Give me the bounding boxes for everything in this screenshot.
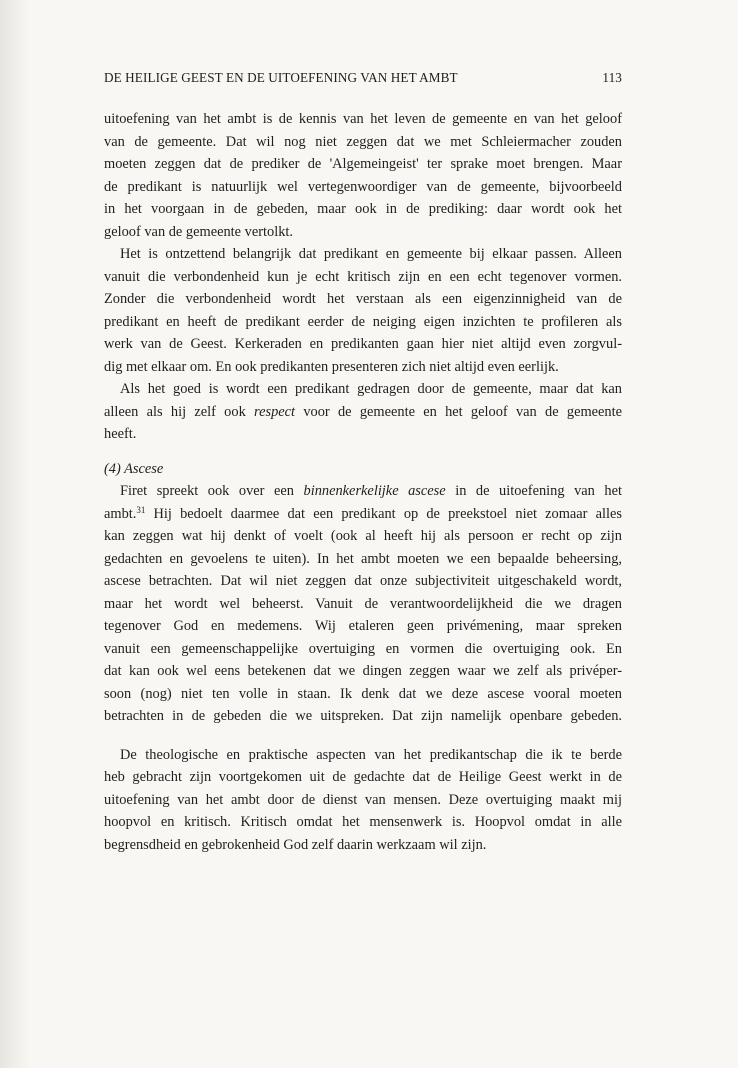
text-line: in het voorgaan in de gebeden, maar ook in de prediking: daar wordt ook het bbox=[104, 201, 622, 217]
text-run: voor de gemeente en het geloof van de gemeente bbox=[295, 403, 622, 420]
text-line: predikant en heeft de predikant eerder de neiging eigen inzichten te profileren als bbox=[104, 313, 622, 330]
running-title: DE HEILIGE GEEST EN DE UITOEFENING VAN HET AMBT bbox=[104, 70, 458, 85]
text-line: geloof van de gemeente vertolkt. bbox=[104, 223, 294, 240]
text-line: maar het wordt wel beheerst. Vanuit de verantwoordelijkheid die we dragen bbox=[104, 595, 622, 612]
paragraph bbox=[104, 108, 622, 243]
text-line: uitoefening van het ambt is de kennis van het leven de gemeente en van het geloof bbox=[104, 111, 622, 127]
text-line bbox=[104, 401, 622, 424]
paragraph bbox=[104, 378, 622, 446]
text-line: begrensdheid en gebrokenheid God zelf daarin werkzaam wil zijn. bbox=[104, 836, 487, 853]
text-line bbox=[104, 503, 622, 526]
text-line: soon (nog) niet ten volle in staan. Ik denk dat we deze ascese vooral moeten bbox=[104, 685, 622, 702]
footnote-reference[interactable]: 31 bbox=[136, 504, 146, 515]
paragraph bbox=[104, 744, 622, 857]
text-line: werk van de Geest. Kerkeraden en predikanten gaan hier niet altijd even zorgvul- bbox=[104, 336, 622, 352]
text-line: betrachten in de gebeden die we uitspreken. Dat zijn namelijk openbare gebeden. bbox=[104, 708, 622, 724]
text-line: van de gemeente. Dat wil nog niet zeggen dat we met Schleiermacher zouden bbox=[104, 133, 622, 150]
text-run: alleen als hij zelf ook bbox=[104, 403, 255, 420]
text-line: kan zeggen wat hij denkt of voelt (ook al heeft hij als persoon er recht op zijn bbox=[104, 528, 622, 544]
text-line: Zonder die verbondenheid wordt het verstaan als een eigenzinnigheid van de bbox=[104, 291, 622, 307]
section-gap bbox=[104, 728, 622, 744]
text-line: tegenover God en medemens. Wij etaleren geen privémening, maar spreken bbox=[104, 618, 622, 634]
text-line bbox=[104, 480, 622, 503]
text-line: Het is ontzettend belangrijk dat predikant en gemeente bij elkaar passen. Alleen bbox=[120, 246, 622, 262]
text-line: de predikant is natuurlijk wel vertegenwoordiger van de gemeente, bijvoorbeeld bbox=[104, 178, 622, 195]
text-run: Firet spreekt ook over een bbox=[120, 483, 304, 499]
text-line: Als het goed is wordt een predikant gedragen door de gemeente, maar dat kan bbox=[120, 381, 622, 397]
text-line: heeft. bbox=[104, 426, 137, 442]
page-number: 113 bbox=[602, 70, 622, 85]
paragraph bbox=[104, 480, 622, 728]
section-heading bbox=[104, 458, 622, 481]
text-line: uitoefening van het ambt door de dienst van mensen. Deze overtuiging maakt mij bbox=[104, 791, 622, 808]
text-line: hoopvol en kritisch. Kritisch omdat het mensenwerk is. Hoopvol omdat in alle bbox=[104, 814, 622, 830]
section-gap bbox=[104, 446, 622, 458]
text-line: dig met elkaar om. En ook predikanten presenteren zich niet altijd even eerlijk. bbox=[104, 358, 559, 375]
text-line: ascese betrachten. Dat wil niet zeggen dat onze subjectiviteit uitgeschakeld wordt, bbox=[104, 573, 622, 589]
text-line: moeten zeggen dat de prediker de 'Algemeingeist' ter sprake moet brengen. Maar bbox=[104, 156, 622, 172]
text-line: dat kan ook wel eens betekenen dat we dingen zeggen waar we zelf als privéper- bbox=[104, 663, 622, 679]
emphasis-text: respect bbox=[254, 403, 296, 420]
text-run: ambt. bbox=[104, 505, 137, 522]
emphasis-text: binnenkerkelijke ascese bbox=[303, 483, 446, 499]
text-line: heb gebracht zijn voortgekomen uit de gedachte dat de Heilige Geest werkt in de bbox=[104, 769, 622, 785]
text-line: gedachten en gevoelens te uiten). In het ambt moeten we een bepaalde beheersing, bbox=[104, 550, 622, 567]
text-line: vanuit een gemeenschappelijke overtuiging en vormen die overtuiging ook. En bbox=[104, 640, 622, 657]
text-line: vanuit die verbondenheid kun je echt kritisch zijn en een echt tegenover vormen. bbox=[104, 268, 622, 285]
page-gutter-shadow bbox=[0, 0, 30, 1068]
section-heading-text: (4) Ascese bbox=[104, 460, 164, 477]
paragraph bbox=[104, 243, 622, 378]
body-text bbox=[104, 108, 622, 856]
text-run: in de uitoefening van het bbox=[445, 483, 622, 499]
text-run: Hij bedoelt daarmee dat een predikant op de preekstoel niet zomaar alles bbox=[145, 505, 622, 522]
text-line: De theologische en praktische aspecten van het predikantschap die ik te berde bbox=[120, 746, 622, 763]
